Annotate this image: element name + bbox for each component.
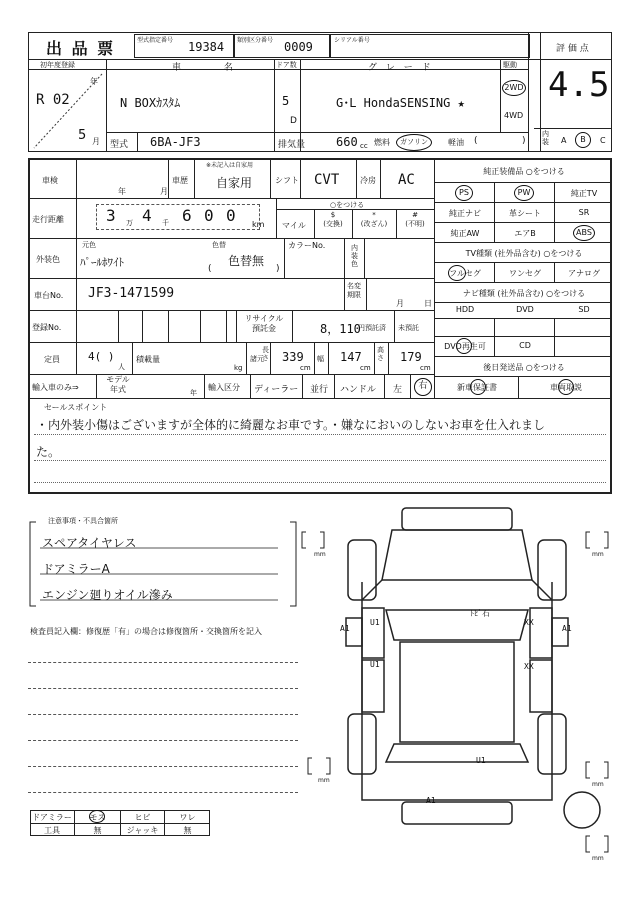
fuel-gas-circled: ガソリン <box>396 134 432 151</box>
damage-mark: U1 <box>476 756 486 765</box>
later-warranty-circle <box>470 379 486 395</box>
first-reg-month: 5 <box>78 128 87 143</box>
ac-label: 冷房 <box>360 176 376 185</box>
mileage-label: 走行距離 <box>32 215 64 224</box>
drive-4wd: 4WD <box>504 111 524 120</box>
ac-value: AC <box>398 172 415 188</box>
equip-pw-circled: PW <box>514 185 534 201</box>
damage-mark: A1 <box>562 624 572 633</box>
capacity-label: 定員 <box>44 355 60 364</box>
note-item-2: ドアミラーA <box>42 562 110 576</box>
drive-label: 駆動 <box>503 61 517 69</box>
form-title: 出 品 票 <box>46 39 116 58</box>
interior-b-circled: B <box>575 132 591 148</box>
tv-fullseg-circle <box>448 265 466 281</box>
equip-ps-circled: PS <box>455 185 473 201</box>
mirror-moss-circle <box>89 810 105 823</box>
later-warranty: 新車保証書 <box>457 383 497 392</box>
fuel-diesel: 軽油 <box>448 138 464 147</box>
color-change-value: 色替無 <box>228 254 265 268</box>
reg-label: 登録No. <box>32 323 62 332</box>
chassis-value: JF3-1471599 <box>88 286 175 301</box>
grade-value: G･L HondaSENSING ★ <box>336 96 465 110</box>
length-value: 339 <box>282 350 304 364</box>
later-manual: 車両取説 <box>550 383 582 392</box>
interior-a: A <box>561 136 567 145</box>
shift-value: CVT <box>314 172 340 188</box>
recycle-value: 8，110 <box>320 322 361 336</box>
category-no-label: 類別区分番号 <box>237 37 274 44</box>
shaken-label: 車検 <box>42 176 58 185</box>
displacement-value: 660 <box>336 135 358 149</box>
equip-tv: 純正TV <box>570 189 598 198</box>
chassis-label: 車台No. <box>34 291 64 300</box>
interior-c: C <box>600 136 606 145</box>
displacement-label: 排気量 <box>278 140 306 150</box>
category-no-value: 0009 <box>284 40 313 54</box>
sales-point-line2: た。 <box>36 445 61 459</box>
doors-type: D <box>290 116 297 126</box>
model-no-value: 19384 <box>188 40 225 54</box>
drive-2wd-circled: 2WD <box>502 80 526 96</box>
navi-dvd-play: DVD再生可 <box>444 342 486 351</box>
handle-right-circled: 右 <box>414 378 432 396</box>
damage-mark: A1 <box>426 796 436 805</box>
interior-label: 内装 <box>542 130 549 146</box>
damage-mark: XX <box>524 662 534 671</box>
model-type-value: 6BA-JF3 <box>150 135 201 149</box>
sales-point-line1: ・内外装小傷はございますが全体的に綺麗なお車です。・嫌なにおいのしないお車を仕入れまし <box>36 418 546 432</box>
width-value: 147 <box>340 350 362 364</box>
first-reg-month-unit: 月 <box>92 137 100 146</box>
height-value: 179 <box>400 350 422 364</box>
inspector-label: 検査員記入欄：修復歴「有」の場合は修復箇所・交換箇所を記入 <box>30 627 262 636</box>
note-item-1: スペアタイヤレス <box>42 536 137 550</box>
equipment-title: 純正装備品 ○をつける <box>483 167 565 176</box>
first-reg-era: R 02 <box>36 92 70 108</box>
first-reg-year-unit: 年 <box>90 77 98 86</box>
navi-dvd-play-circle <box>456 338 472 354</box>
notes-label: 注意事項・不具合箇所 <box>48 517 118 525</box>
history-value: 自家用 <box>216 176 253 190</box>
doors-value: 5 <box>282 94 290 108</box>
grade-label: グ レ ー ド <box>368 63 434 73</box>
mirror-moss: モス <box>89 813 106 822</box>
car-name-label: 車 名 <box>172 63 253 73</box>
tv-fullseg: フルセグ <box>449 269 481 278</box>
diagonal-slash <box>30 72 104 150</box>
damage-mark: ﾄﾋﾞ石 <box>470 609 490 618</box>
displacement-unit: cc <box>360 142 368 150</box>
car-name-value: N BOXｶｽﾀﾑ <box>120 96 181 110</box>
model-type-label: 型式 <box>110 140 129 150</box>
damage-mark: A1 <box>340 624 350 633</box>
history-label: 車歴 <box>172 176 188 185</box>
shift-label: シフト <box>275 176 299 185</box>
fuel-label: 燃料 <box>374 138 390 147</box>
damage-mark: U1 <box>370 660 380 669</box>
color-label: 外装色 <box>36 255 60 264</box>
color-value: ﾊﾟｰﾙﾎﾜｲﾄ <box>80 256 124 269</box>
doors-label: ドア数 <box>276 61 297 69</box>
serial-label: シリアル番号 <box>334 37 370 44</box>
equip-abs-circled: ABS <box>573 225 595 241</box>
later-manual-circle <box>558 379 574 395</box>
note-item-3: エンジン廻りオイル滲み <box>42 588 173 602</box>
model-no-label: 型式指定番号 <box>137 37 174 44</box>
score-label: 評 価 点 <box>556 44 589 54</box>
capacity-value: 4( ) <box>88 350 115 363</box>
sales-point-label: セールスポイント <box>44 403 108 412</box>
damage-mark: XX <box>524 618 534 627</box>
damage-mark: U1 <box>370 618 380 627</box>
score-value: 4.5 <box>548 65 610 105</box>
first-reg-label: 初年度登録 <box>40 61 75 69</box>
car-damage-diagram <box>300 500 620 870</box>
import-label: 輸入車のみ⇒ <box>32 383 79 392</box>
